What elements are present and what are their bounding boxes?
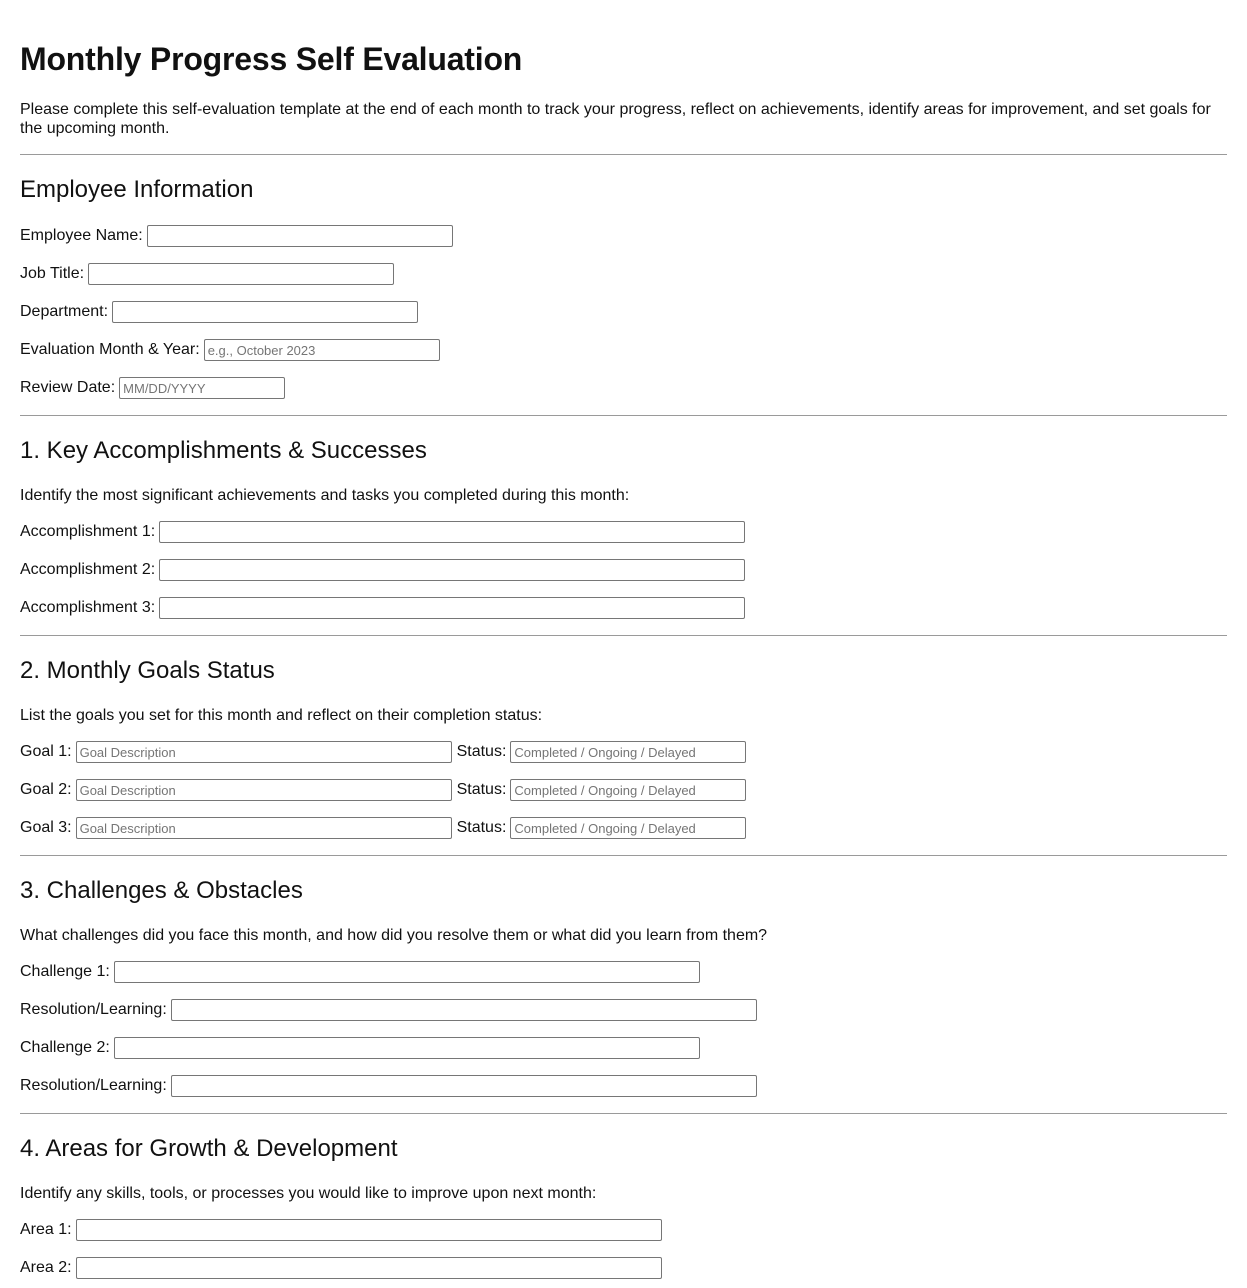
accomplishment-label: Accomplishment 2: (20, 561, 156, 578)
goal-3-status-input[interactable] (510, 817, 746, 839)
status-label: Status: (456, 819, 507, 836)
challenge-label: Challenge 2: (20, 1039, 110, 1056)
resolution-row (20, 1075, 1227, 1097)
intro-text: Please complete this self-evaluation template at the end of each month to track your progress, reflect on achievements, identify areas for improvement, and set goals for the upcoming month. (20, 101, 1211, 137)
area-label: Area 1: (20, 1221, 72, 1238)
accomplishment-row (20, 597, 1227, 619)
employee-name-input[interactable] (147, 225, 453, 247)
review-date-label: Review Date: (20, 379, 116, 396)
accomplishment-2-input[interactable] (159, 559, 745, 581)
employee-name-row (20, 225, 1227, 247)
evaluation-month-row (20, 339, 1227, 361)
accomplishment-3-input[interactable] (159, 597, 745, 619)
goal-1-description-input[interactable] (76, 741, 452, 763)
accomplishments-desc: Identify the most significant achievements and tasks you completed during this month: (20, 487, 630, 504)
area-row (20, 1257, 1227, 1279)
resolution-1-input[interactable] (171, 999, 757, 1021)
challenges-heading: 3. Challenges & Obstacles (20, 877, 303, 904)
job-title-input[interactable] (88, 263, 394, 285)
resolution-label: Resolution/Learning: (20, 1001, 167, 1018)
evaluation-month-input[interactable] (204, 339, 440, 361)
status-label: Status: (456, 743, 507, 760)
accomplishments-heading: 1. Key Accomplishments & Successes (20, 437, 427, 464)
employee-info-heading: Employee Information (20, 176, 254, 203)
area-row (20, 1219, 1227, 1241)
goal-1-status-input[interactable] (510, 741, 746, 763)
employee-info-section (20, 155, 1227, 399)
department-label: Department: (20, 303, 109, 320)
accomplishment-row (20, 521, 1227, 543)
resolution-row (20, 999, 1227, 1021)
challenge-label: Challenge 1: (20, 963, 110, 980)
job-title-label: Job Title: (20, 265, 85, 282)
goal-label: Goal 3: (20, 819, 72, 836)
goals-heading: 2. Monthly Goals Status (20, 657, 275, 684)
challenges-section (20, 856, 1227, 1097)
job-title-row (20, 263, 1227, 285)
accomplishment-label: Accomplishment 3: (20, 599, 156, 616)
challenge-2-input[interactable] (114, 1037, 700, 1059)
review-date-input[interactable] (119, 377, 285, 399)
department-row (20, 301, 1227, 323)
page-title: Monthly Progress Self Evaluation (20, 41, 523, 77)
challenges-desc: What challenges did you face this month, and how did you resolve them or what did you learn from them? (20, 927, 768, 944)
accomplishment-1-input[interactable] (159, 521, 745, 543)
growth-heading: 4. Areas for Growth & Development (20, 1135, 398, 1162)
challenge-row (20, 1037, 1227, 1059)
goal-3-description-input[interactable] (76, 817, 452, 839)
goal-label: Goal 2: (20, 781, 72, 798)
accomplishment-label: Accomplishment 1: (20, 523, 156, 540)
employee-name-label: Employee Name: (20, 227, 143, 244)
evaluation-month-label: Evaluation Month & Year: (20, 341, 200, 358)
goal-row (20, 817, 1227, 839)
area-label: Area 2: (20, 1259, 72, 1276)
area-2-input[interactable] (76, 1257, 662, 1279)
challenge-1-input[interactable] (114, 961, 700, 983)
growth-section (20, 1114, 1227, 1279)
goal-row (20, 741, 1227, 763)
challenge-row (20, 961, 1227, 983)
resolution-label: Resolution/Learning: (20, 1077, 167, 1094)
accomplishments-section (20, 416, 1227, 619)
status-label: Status: (456, 781, 507, 798)
review-date-row (20, 377, 1227, 399)
goals-section (20, 636, 1227, 839)
goal-2-status-input[interactable] (510, 779, 746, 801)
area-1-input[interactable] (76, 1219, 662, 1241)
resolution-2-input[interactable] (171, 1075, 757, 1097)
accomplishment-row (20, 559, 1227, 581)
goal-2-description-input[interactable] (76, 779, 452, 801)
growth-desc: Identify any skills, tools, or processes you would like to improve upon next month: (20, 1185, 597, 1202)
goals-desc: List the goals you set for this month and reflect on their completion status: (20, 707, 543, 724)
goal-row (20, 779, 1227, 801)
department-input[interactable] (112, 301, 418, 323)
goal-label: Goal 1: (20, 743, 72, 760)
